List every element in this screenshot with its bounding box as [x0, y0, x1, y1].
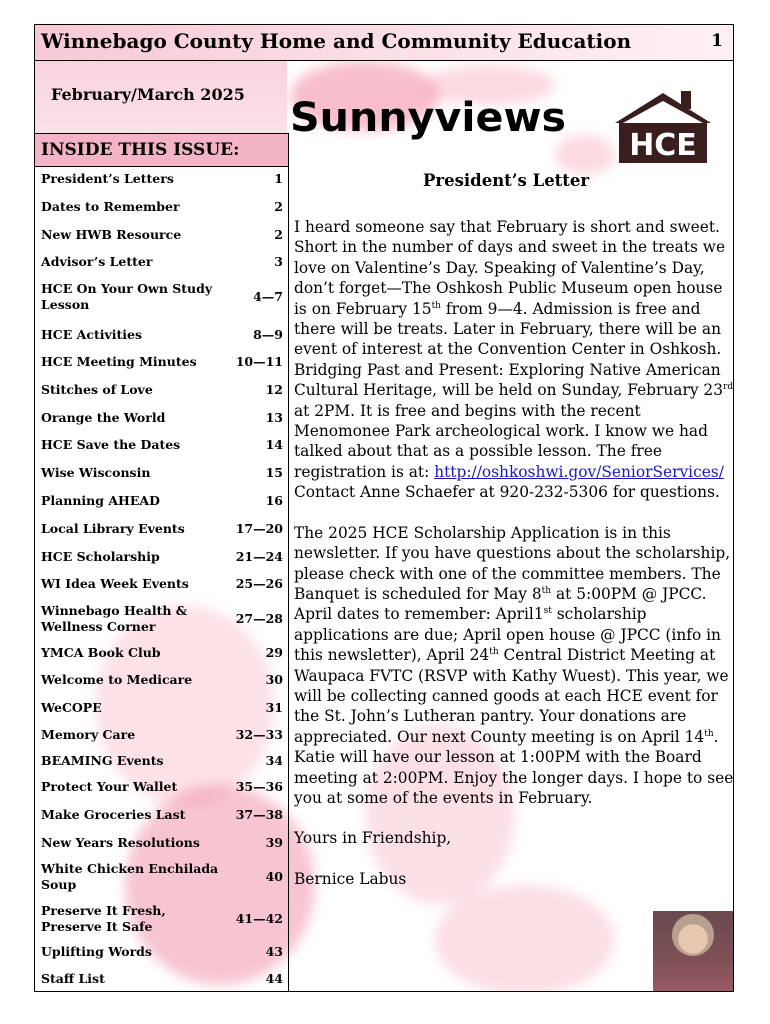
toc-item: [41, 835, 285, 851]
tulip-decoration: [555, 135, 615, 175]
toc-item: [41, 603, 285, 635]
toc-item: [41, 549, 285, 565]
toc-item-page: 17—20: [235, 521, 283, 536]
toc-item-page: 10—11: [235, 354, 283, 369]
toc-item: [41, 672, 285, 688]
org-title: Winnebago County Home and Community Education: [41, 29, 632, 53]
toc-item: [41, 227, 285, 243]
toc-item-title: Uplifting Words: [41, 944, 152, 959]
toc-item-title: Memory Care: [41, 727, 136, 742]
toc-item-page: 2: [274, 199, 283, 214]
hce-house-logo: [607, 85, 719, 167]
toc-item-title: WeCOPE: [41, 700, 102, 715]
toc-item: [41, 861, 285, 893]
toc-item-page: 8—9: [253, 327, 283, 342]
toc-item: [41, 171, 285, 187]
toc-item-page: 25—26: [235, 576, 283, 591]
toc-item: [41, 410, 285, 426]
toc-item: [41, 327, 285, 343]
toc-item-title: Local Library Events: [41, 521, 185, 536]
toc-item: [41, 753, 285, 769]
page-number: 1: [711, 31, 723, 51]
toc-item-title: New Years Resolutions: [41, 835, 200, 850]
toc-item-title: White Chicken Enchilada Soup: [41, 861, 219, 892]
table-of-contents: [35, 167, 289, 992]
newsletter-title: Sunnyviews: [290, 95, 567, 141]
letter-paragraph: The 2025 HCE Scholarship Application is in this newsletter. If you have questions about the scholarship, please check with one of the committee members. The Banquet is scheduled for May 8th at 5:00PM @ JPCC. April dates to remember: April1st scholarship applications are due; April open house @ JPCC (info in this newsletter), April 24th Central District Meeting at Waupaca FVTC (RSVP with Kathy Wuest). This year, we will be collecting canned goods at each HCE event for the St. John’s Lutheran pantry. Your donations are appreciated. Our next County meeting is on April 14th. Katie will have our lesson at 1:00PM with the Board meeting at 2:00PM. Enjoy the longer days. I hope to see you at some of the events in February.: [294, 523, 734, 807]
toc-item: [41, 281, 285, 313]
toc-item-page: 27—28: [235, 611, 283, 626]
toc-item: [41, 199, 285, 215]
toc-item-title: Dates to Remember: [41, 199, 180, 214]
toc-item-title: HCE Activities: [41, 327, 142, 342]
toc-item-title: Welcome to Medicare: [41, 672, 193, 687]
toc-item-page: 39: [265, 835, 283, 850]
toc-item-title: HCE Meeting Minutes: [41, 354, 197, 369]
toc-item-page: 1: [274, 171, 283, 186]
toc-item-page: 16: [265, 493, 283, 508]
toc-item-title: Orange the World: [41, 410, 166, 425]
toc-item: [41, 521, 285, 537]
toc-item-page: 32—33: [235, 727, 283, 742]
newsletter-page: [34, 24, 734, 992]
toc-item-title: Protect Your Wallet: [41, 779, 178, 794]
toc-item-title: Preserve It Fresh, Preserve It Safe: [41, 903, 166, 934]
senior-services-link[interactable]: http://oshkoshwi.gov/SeniorServices/: [434, 462, 724, 481]
letter-paragraph: I heard someone say that February is short and sweet. Short in the number of days and sweet in the treats we love on Valentine’s Day. Speaking of Valentine’s Day, don’t forget—The Oshkosh Public Museum open house is on February 15th from 9—4. Admission is free and there will be treats. Later in February, there will be an event of interest at the Convention Center in Oshkosh. Bridging Past and Present: Exploring Native American Cultural Heritage, will be held on Sunday, February 23rd at 2PM. It is free and begins with the recent Menomonee Park archeological work. I know we had talked about that as a possible lesson. The free registration is at: http://oshkoshwi.gov/SeniorServices/ Contact Anne Schaefer at 920-232-5306 for questions.: [294, 218, 734, 502]
toc-item-title: Staff List: [41, 971, 105, 986]
toc-item: [41, 382, 285, 398]
toc-item-page: 15: [265, 465, 283, 480]
toc-item-title: Winnebago Health & Wellness Corner: [41, 603, 188, 634]
toc-item-page: 13: [265, 410, 283, 425]
toc-item-title: BEAMING Events: [41, 753, 164, 768]
toc-item: [41, 807, 285, 823]
inside-issue-label: INSIDE THIS ISSUE:: [41, 140, 240, 160]
toc-item: [41, 903, 285, 935]
toc-item-title: Advisor’s Letter: [41, 254, 153, 269]
toc-item-title: HCE On Your Own Study Lesson: [41, 281, 213, 312]
toc-item-title: WI Idea Week Events: [41, 576, 189, 591]
toc-item-page: 12: [265, 382, 283, 397]
inside-issue-header: [35, 133, 289, 167]
toc-item: [41, 727, 285, 743]
toc-item-title: President’s Letters: [41, 171, 174, 186]
toc-item-title: Wise Wisconsin: [41, 465, 151, 480]
toc-item: [41, 944, 285, 960]
letter-title: President’s Letter: [423, 171, 590, 190]
toc-item-title: New HWB Resource: [41, 227, 182, 242]
toc-item-page: 3: [274, 254, 283, 269]
issue-date: February/March 2025: [51, 85, 245, 104]
toc-item-title: Planning AHEAD: [41, 493, 160, 508]
toc-item-page: 4—7: [253, 289, 283, 304]
toc-item-title: Stitches of Love: [41, 382, 153, 397]
toc-item-page: 21—24: [235, 549, 283, 564]
toc-item: [41, 576, 285, 592]
toc-item-title: HCE Save the Dates: [41, 437, 181, 452]
toc-item-page: 29: [265, 645, 283, 660]
toc-item: [41, 493, 285, 509]
toc-item: [41, 700, 285, 716]
hce-logo-text: HCE: [629, 128, 697, 163]
toc-item-title: Make Groceries Last: [41, 807, 186, 822]
toc-item-title: HCE Scholarship: [41, 549, 160, 564]
toc-item-page: 44: [265, 971, 283, 986]
toc-item-page: 37—38: [235, 807, 283, 822]
toc-item-title: YMCA Book Club: [41, 645, 161, 660]
toc-item-page: 34: [265, 753, 283, 768]
letter-signature: Bernice Labus: [294, 869, 407, 888]
toc-item-page: 2: [274, 227, 283, 242]
toc-item: [41, 254, 285, 270]
author-photo: [653, 911, 733, 991]
header-bar: [35, 25, 733, 61]
toc-item: [41, 465, 285, 481]
toc-item-page: 41—42: [235, 911, 283, 926]
letter-body: [294, 217, 734, 909]
toc-item-page: 30: [265, 672, 283, 687]
toc-item: [41, 437, 285, 453]
toc-item-page: 40: [265, 869, 283, 884]
toc-item-page: 31: [265, 700, 283, 715]
letter-closing: Yours in Friendship,: [294, 829, 452, 848]
toc-item: [41, 645, 285, 661]
toc-item-page: 43: [265, 944, 283, 959]
toc-item: [41, 779, 285, 795]
toc-item-page: 14: [265, 437, 283, 452]
toc-item-page: 35—36: [235, 779, 283, 794]
toc-item: [41, 354, 285, 370]
toc-item: [41, 971, 285, 987]
